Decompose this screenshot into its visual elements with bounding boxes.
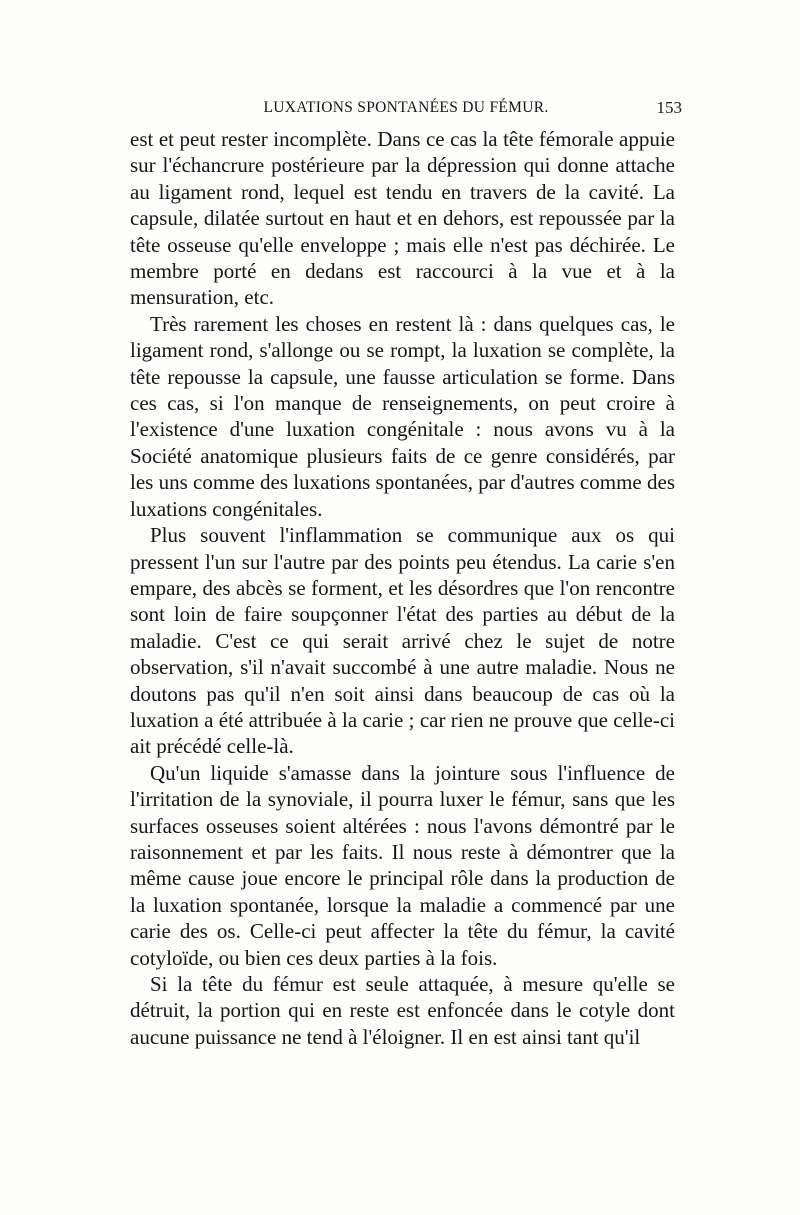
paragraph-4: Qu'un liquide s'amasse dans la jointure sous l'influence de l'irritation de la synoviale, il pourra luxer le fémur, sans que les surfaces osseuses soient altérées : nous l'avons démontré par le raisonnement et par les faits. Il nous reste à démontrer que la même cause joue encore le principal rôle dans la production de la luxation spontanée, lorsque la maladie a commencé par une carie des os. Celle-ci peut affecter la tête du fémur, la cavité cotyloïde, ou bien ces deux parties à la fois. <box>130 760 675 970</box>
paragraph-3: Plus souvent l'inflammation se communique aux os qui pressent l'un sur l'autre par des points peu étendus. La carie s'en empare, des abcès se forment, et les désordres que l'on rencontre sont loin de faire soupçonner l'état des parties au début de la maladie. C'est ce qui serait arrivé chez le sujet de notre observation, s'il n'avait succombé à une autre maladie. Nous ne doutons pas qu'il n'en soit ainsi dans beaucoup de cas où la luxation a été attribuée à la carie ; car rien ne prouve que celle-ci ait précédé celle-là. <box>130 523 675 759</box>
running-title: LUXATIONS SPONTANÉES DU FÉMUR. <box>263 99 549 116</box>
paragraph-2: Très rarement les choses en restent là : dans quelques cas, le ligament rond, s'allonge ou se rompt, la luxation se complète, la tête repousse la capsule, une fausse articulation se forme. Dans ces cas, si l'on manque de renseignements, on peut croire à l'existence d'une luxation congénitale : nous avons vu à la Société anatomique plusieurs faits de ce genre considérés, par les uns comme des luxations spontanées, par d'autres comme des luxations congénitales. <box>130 311 675 521</box>
paragraph-5: Si la tête du fémur est seule attaquée, à mesure qu'elle se détruit, la portion qui en reste est enfoncée dans le cotyle dont aucune puissance ne tend à l'éloigner. Il en est ainsi tant qu'il <box>130 972 675 1049</box>
page-number: 153 <box>656 98 682 117</box>
running-head <box>130 96 682 120</box>
body-text <box>130 126 675 1050</box>
paragraph-1: est et peut rester incomplète. Dans ce cas la tête fémorale appuie sur l'échancrure postérieure par la dépression qui donne attache au ligament rond, lequel est tendu en travers de la cavité. La capsule, dilatée surtout en haut et en dehors, est repoussée par la tête osseuse qu'elle enveloppe ; mais elle n'est pas déchirée. Le membre porté en dedans est raccourci à la vue et à la mensuration, etc. <box>130 127 675 310</box>
